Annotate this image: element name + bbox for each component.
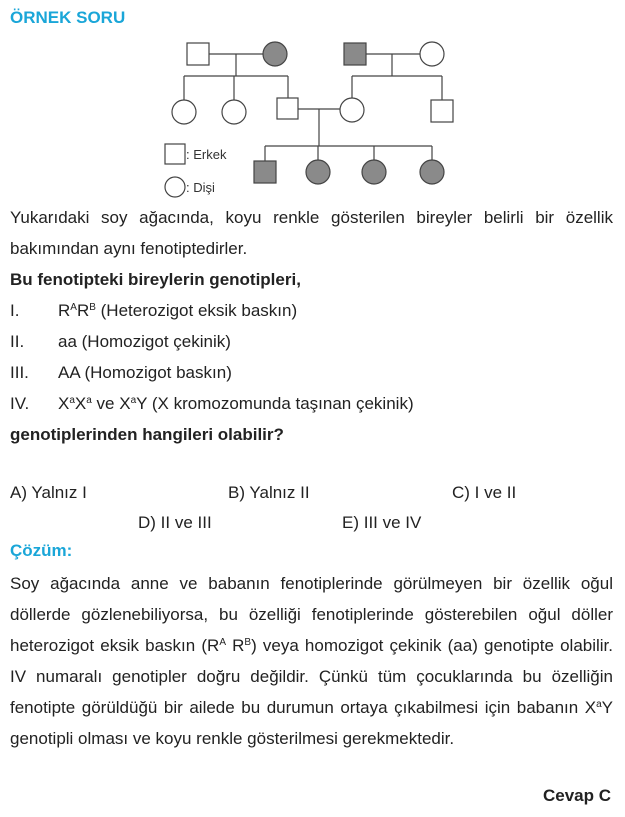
question-intro: Yukarıdaki soy ağacında, koyu renkle gösterilen bireyler belirli bir özellik bakımından aynı fenotiptedirler. — [10, 208, 613, 258]
genotype-item-1 — [10, 295, 297, 326]
genotype-item-4 — [10, 388, 414, 419]
legend-male-symbol — [165, 144, 185, 164]
solution-heading: Çözüm: — [10, 541, 73, 560]
genotype-item-2 — [10, 326, 231, 357]
gen2-daughter-2 — [222, 100, 246, 124]
item-number: III. — [10, 363, 29, 382]
choice-c[interactable]: C) I ve II — [452, 483, 517, 502]
legend-female-symbol — [165, 177, 185, 197]
gen1-father-2 — [344, 43, 366, 65]
gen3-daughter-3 — [420, 160, 444, 184]
legend-female-label: : Dişi — [186, 180, 215, 195]
gen3-son-1 — [254, 161, 276, 183]
gen3-daughter-2 — [362, 160, 386, 184]
question-lead: Bu fenotipteki bireylerin genotipleri, — [10, 270, 301, 289]
item-number: II. — [10, 332, 25, 351]
choice-a[interactable]: A) Yalnız I — [10, 483, 87, 502]
item-text: $X^aX^a$ ve $X^aY$ (X kromozomunda taşınan çekinik) — [58, 394, 414, 413]
legend-male-label: : Erkek — [186, 147, 227, 162]
gen3-daughter-1 — [306, 160, 330, 184]
pedigree-chart — [0, 30, 625, 205]
gen2-daughter-1 — [172, 100, 196, 124]
item-text: aa (Homozigot çekinik) — [58, 332, 231, 351]
question-closing: genotiplerinden hangileri olabilir? — [10, 425, 284, 444]
choice-d[interactable]: D) II ve III — [138, 513, 212, 532]
item-text: $R^AR^B$ (Heterozigot eksik baskın) — [58, 301, 298, 320]
answer-label: Cevap C — [542, 786, 611, 805]
gen2-son-2 — [431, 100, 453, 122]
item-text: AA (Homozigot baskın) — [58, 363, 232, 382]
choice-b[interactable]: B) Yalnız II — [228, 483, 310, 502]
gen2-daughter-3 — [340, 98, 364, 122]
gen1-father-1 — [187, 43, 209, 65]
gen1-mother-1 — [263, 42, 287, 66]
example-question-heading: ÖRNEK SORU — [10, 8, 126, 27]
genotype-item-3 — [10, 357, 232, 388]
solution-text: Soy ağacında anne ve babanın fenotiplerinde görülmeyen bir özellik oğul döllerde gözlenebiliyorsa, bu özelliği fenotiplerinde gösterebilen oğul döller heterozigot eksik baskın ($R^A$ $R^B$) veya homozigot çekinik (aa) genotipte olabilir. IV numaralı genotipler doğru değildir. Çünkü tüm çocuklarında bu özelliğin fenotipte görüldüğü bir ailede bu durumun ortaya çıkabilmesi için babanın $X^aY$ genotipli olması ve koyu renkle gösterilmesi gerekmektedir. — [10, 574, 614, 748]
choice-e[interactable]: E) III ve IV — [342, 513, 422, 532]
item-number: IV. — [10, 394, 30, 413]
item-number: I. — [10, 301, 20, 320]
gen1-mother-2 — [420, 42, 444, 66]
gen2-son-1 — [277, 98, 298, 119]
